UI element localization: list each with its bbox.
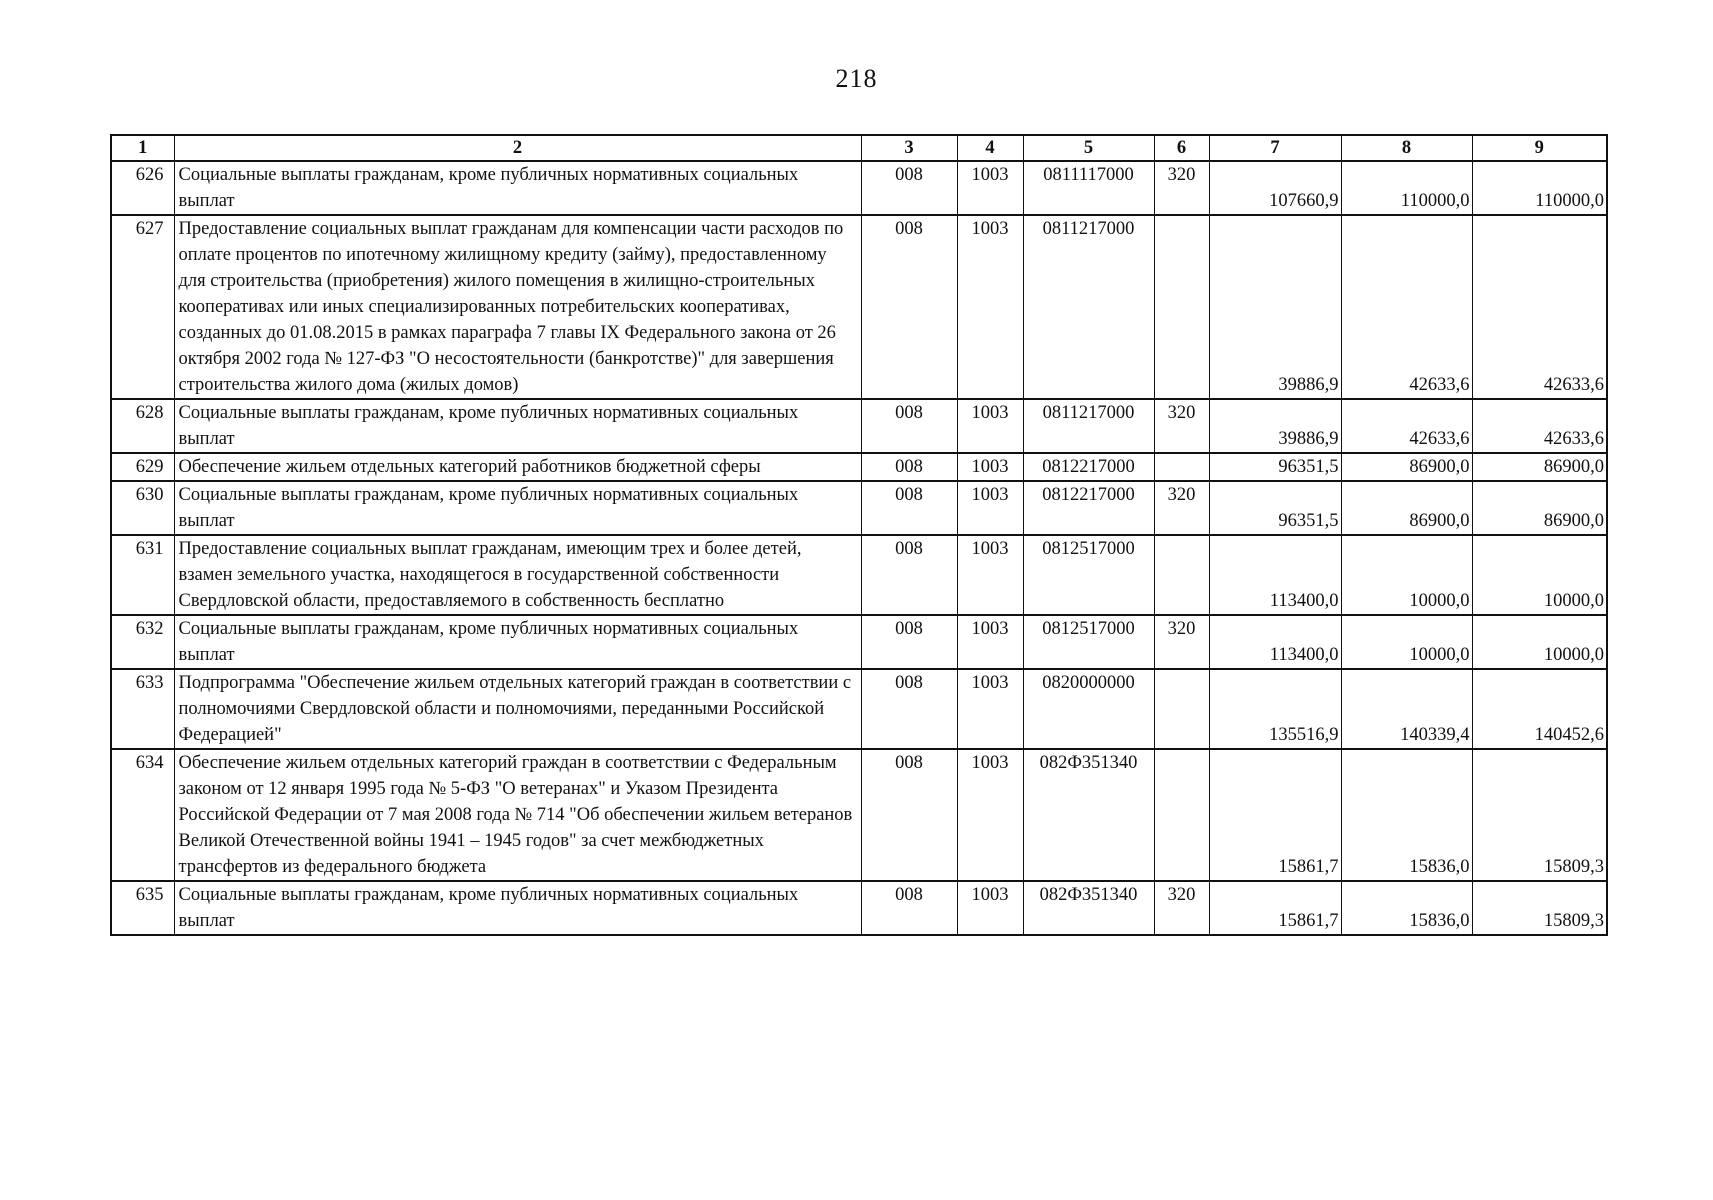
table-row [111,215,1607,399]
row-col8: 42633,6 [1341,215,1472,399]
column-header: 6 [1154,135,1209,161]
row-col8: 10000,0 [1341,535,1472,615]
row-col9: 15809,3 [1472,749,1607,881]
row-name: Социальные выплаты гражданам, кроме публичных нормативных социальных выплат [174,161,861,215]
table-row [111,399,1607,453]
row-name: Подпрограмма "Обеспечение жильем отдельных категорий граждан в соответствии с полномочиями Свердловской области и полномочиями, переданными Российской Федерацией" [174,669,861,749]
row-col7: 96351,5 [1209,453,1341,481]
column-header: 1 [111,135,174,161]
column-header: 2 [174,135,861,161]
table-row [111,535,1607,615]
column-header: 4 [957,135,1023,161]
row-col8: 15836,0 [1341,881,1472,935]
row-col8: 86900,0 [1341,453,1472,481]
row-number: 628 [111,399,174,453]
row-col3: 008 [861,881,957,935]
row-col4: 1003 [957,399,1023,453]
row-col3: 008 [861,215,957,399]
row-col6: 320 [1154,161,1209,215]
row-col8: 140339,4 [1341,669,1472,749]
row-col9: 10000,0 [1472,535,1607,615]
table-row [111,749,1607,881]
row-name: Предоставление социальных выплат гражданам, имеющим трех и более детей, взамен земельного участка, находящегося в государственной собственности Свердловской области, предоставляемого в собственность бесплатно [174,535,861,615]
row-col5: 0811217000 [1023,399,1154,453]
row-col7: 113400,0 [1209,535,1341,615]
row-number: 634 [111,749,174,881]
row-col6: 320 [1154,399,1209,453]
column-header: 7 [1209,135,1341,161]
row-col5: 0812217000 [1023,453,1154,481]
row-col4: 1003 [957,749,1023,881]
row-number: 633 [111,669,174,749]
row-col9: 15809,3 [1472,881,1607,935]
row-col3: 008 [861,481,957,535]
table-row [111,481,1607,535]
row-col4: 1003 [957,615,1023,669]
row-col9: 42633,6 [1472,215,1607,399]
row-col9: 10000,0 [1472,615,1607,669]
table-row [111,161,1607,215]
row-number: 630 [111,481,174,535]
row-col5: 082Ф351340 [1023,749,1154,881]
row-col6: 320 [1154,481,1209,535]
row-col3: 008 [861,453,957,481]
row-col4: 1003 [957,669,1023,749]
table-row [111,615,1607,669]
row-col7: 96351,5 [1209,481,1341,535]
row-name: Социальные выплаты гражданам, кроме публичных нормативных социальных выплат [174,481,861,535]
row-col7: 15861,7 [1209,749,1341,881]
budget-table [110,134,1608,936]
row-col4: 1003 [957,161,1023,215]
row-name: Социальные выплаты гражданам, кроме публичных нормативных социальных выплат [174,881,861,935]
row-col7: 39886,9 [1209,399,1341,453]
row-col9: 42633,6 [1472,399,1607,453]
table-header-row [111,135,1607,161]
row-col6: 320 [1154,615,1209,669]
row-col3: 008 [861,161,957,215]
row-col8: 42633,6 [1341,399,1472,453]
row-number: 629 [111,453,174,481]
row-col5: 0812217000 [1023,481,1154,535]
column-header: 9 [1472,135,1607,161]
row-col6 [1154,215,1209,399]
row-col5: 0811217000 [1023,215,1154,399]
row-col5: 0811117000 [1023,161,1154,215]
row-col8: 10000,0 [1341,615,1472,669]
row-col6: 320 [1154,881,1209,935]
row-col9: 86900,0 [1472,481,1607,535]
row-col9: 110000,0 [1472,161,1607,215]
row-number: 635 [111,881,174,935]
row-name: Обеспечение жильем отдельных категорий работников бюджетной сферы [174,453,861,481]
row-col4: 1003 [957,881,1023,935]
row-name: Обеспечение жильем отдельных категорий граждан в соответствии с Федеральным законом от 12 января 1995 года № 5-ФЗ "О ветеранах" и Указом Президента Российской Федерации от 7 мая 2008 года № 714 "Об обеспечении жильем ветеранов Великой Отечественной войны 1941 – 1945 годов" за счет межбюджетных трансфертов из федерального бюджета [174,749,861,881]
table-row [111,881,1607,935]
column-header: 3 [861,135,957,161]
row-col3: 008 [861,669,957,749]
row-col7: 113400,0 [1209,615,1341,669]
column-header: 5 [1023,135,1154,161]
column-header: 8 [1341,135,1472,161]
row-col8: 110000,0 [1341,161,1472,215]
row-col7: 39886,9 [1209,215,1341,399]
row-col9: 86900,0 [1472,453,1607,481]
row-number: 631 [111,535,174,615]
row-col7: 107660,9 [1209,161,1341,215]
row-col7: 15861,7 [1209,881,1341,935]
row-number: 626 [111,161,174,215]
table-row [111,669,1607,749]
row-col6 [1154,749,1209,881]
table-row [111,453,1607,481]
row-col3: 008 [861,535,957,615]
row-col9: 140452,6 [1472,669,1607,749]
row-name: Социальные выплаты гражданам, кроме публичных нормативных социальных выплат [174,615,861,669]
row-col3: 008 [861,399,957,453]
row-col6 [1154,453,1209,481]
row-col4: 1003 [957,481,1023,535]
row-col4: 1003 [957,535,1023,615]
row-col8: 86900,0 [1341,481,1472,535]
row-col6 [1154,669,1209,749]
row-col8: 15836,0 [1341,749,1472,881]
row-col3: 008 [861,615,957,669]
row-col4: 1003 [957,453,1023,481]
row-col6 [1154,535,1209,615]
row-name: Социальные выплаты гражданам, кроме публичных нормативных социальных выплат [174,399,861,453]
row-number: 627 [111,215,174,399]
row-col5: 082Ф351340 [1023,881,1154,935]
row-col5: 0812517000 [1023,535,1154,615]
row-col7: 135516,9 [1209,669,1341,749]
row-col4: 1003 [957,215,1023,399]
row-col5: 0820000000 [1023,669,1154,749]
row-col3: 008 [861,749,957,881]
row-col5: 0812517000 [1023,615,1154,669]
row-number: 632 [111,615,174,669]
page-number: 218 [835,64,878,93]
row-name: Предоставление социальных выплат гражданам для компенсации части расходов по оплате процентов по ипотечному жилищному кредиту (займу), предоставленному для строительства (приобретения) жилого помещения в жилищно-строительных кооперативах или иных специализированных потребительских кооперативах, созданных до 01.08.2015 в рамках параграфа 7 главы IX Федерального закона от 26 октября 2002 года № 127-ФЗ "О несостоятельности (банкротстве)" для завершения строительства жилого дома (жилых домов) [174,215,861,399]
